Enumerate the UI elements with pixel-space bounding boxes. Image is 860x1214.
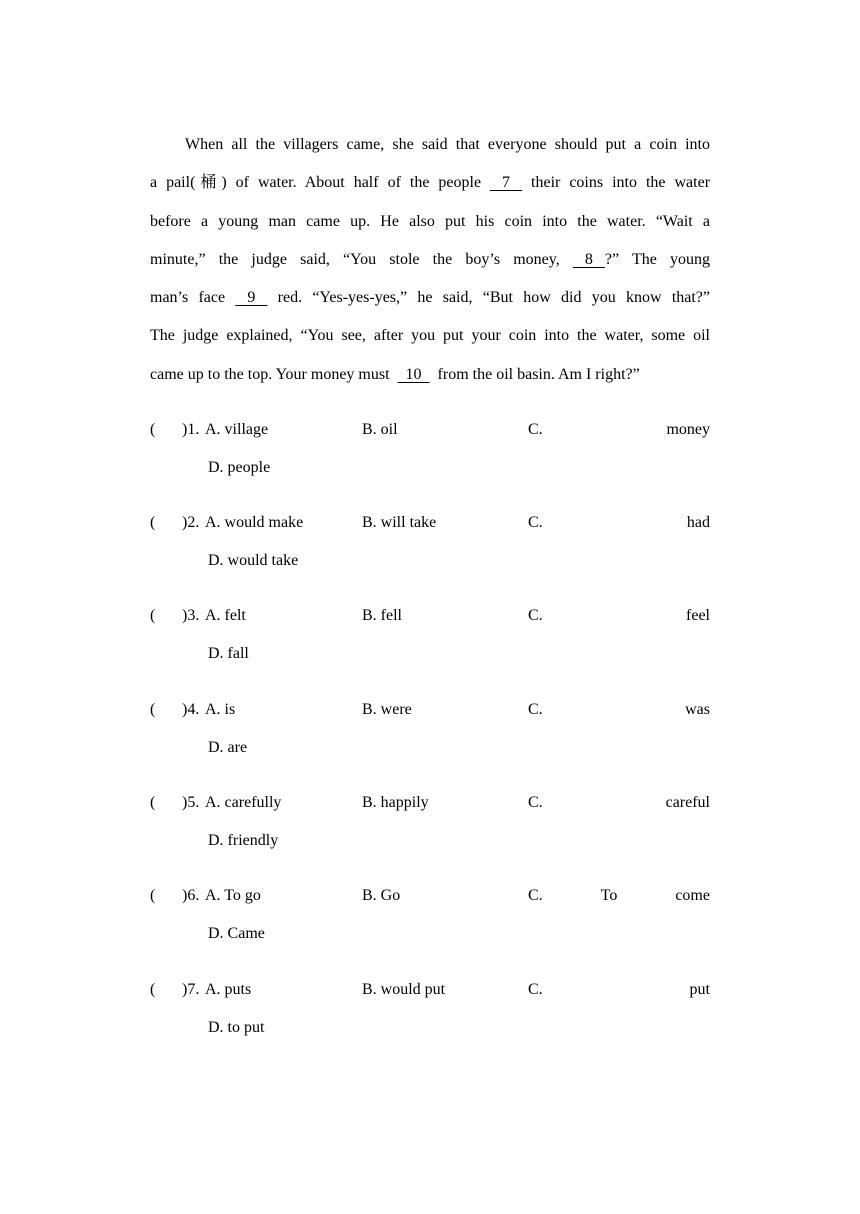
option-c-label: C. bbox=[528, 887, 543, 904]
question-row bbox=[150, 449, 710, 487]
passage-text: before a young man came up. He also put his coin into the water. “Wait a bbox=[150, 212, 710, 230]
option-c-word-2: come bbox=[675, 887, 710, 904]
option-c-text: had bbox=[686, 514, 710, 531]
option-a: A. is bbox=[205, 701, 236, 718]
answer-paren: ( bbox=[150, 421, 156, 438]
question-number: )3. bbox=[182, 607, 200, 624]
answer-paren: ( bbox=[150, 887, 156, 904]
option-a: A. To go bbox=[205, 887, 261, 904]
passage-line-3 bbox=[150, 203, 710, 241]
option-d: D. are bbox=[208, 739, 248, 756]
option-b: B. were bbox=[362, 701, 412, 718]
question-number: )7. bbox=[182, 981, 200, 998]
passage-line-5 bbox=[150, 279, 710, 317]
question-row bbox=[150, 784, 710, 822]
option-c-text: was bbox=[685, 701, 710, 718]
question-number: )4. bbox=[182, 701, 200, 718]
question-row bbox=[150, 542, 710, 580]
blank-8: 8 bbox=[572, 250, 605, 268]
passage-text: man’s face bbox=[150, 289, 226, 307]
option-c-label: C. bbox=[528, 981, 543, 998]
question-5 bbox=[150, 784, 710, 860]
passage-text: came up to the top. Your money must bbox=[150, 365, 390, 383]
question-number: )6. bbox=[182, 887, 200, 904]
option-b: B. happily bbox=[362, 794, 429, 811]
question-row bbox=[150, 597, 710, 635]
passage-line-1 bbox=[150, 126, 710, 164]
option-c-label: C. bbox=[528, 421, 543, 438]
option-c-text: feel bbox=[686, 607, 710, 624]
option-b: B. fell bbox=[362, 607, 402, 624]
question-number: )5. bbox=[182, 794, 200, 811]
passage-line-7 bbox=[150, 356, 710, 394]
question-2 bbox=[150, 504, 710, 580]
question-number: )1. bbox=[182, 421, 200, 438]
option-c bbox=[528, 877, 710, 915]
option-a: A. felt bbox=[205, 607, 246, 624]
passage-text: minute,” the judge said, “You stole the boy’s money, bbox=[150, 250, 560, 268]
answer-paren: ( bbox=[150, 514, 156, 531]
blank-7: 7 bbox=[490, 174, 523, 192]
passage-text: The judge explained, “You see, after you put your coin into the water, some oil bbox=[150, 327, 710, 345]
option-d: D. people bbox=[208, 459, 271, 476]
option-d: D. would take bbox=[208, 552, 299, 569]
answer-paren: ( bbox=[150, 794, 156, 811]
option-b: B. would put bbox=[362, 981, 446, 998]
passage-text: from the oil basin. Am I right?” bbox=[437, 365, 640, 383]
blank-10: 10 bbox=[397, 365, 430, 383]
question-row bbox=[150, 411, 710, 449]
passage-text: When all the villagers came, she said that everyone should put a coin into bbox=[185, 136, 710, 153]
question-row bbox=[150, 504, 710, 542]
question-7 bbox=[150, 971, 710, 1047]
option-a: A. carefully bbox=[205, 794, 282, 811]
question-4 bbox=[150, 691, 710, 767]
option-c-label: C. bbox=[528, 514, 543, 531]
passage-text: a pail(桶) of water. About half of the people bbox=[150, 174, 482, 192]
passage-line-4 bbox=[150, 241, 710, 279]
option-d: D. friendly bbox=[208, 832, 279, 849]
question-number: )2. bbox=[182, 514, 200, 531]
passage-text: their coins into the water bbox=[531, 174, 711, 192]
option-c-label: C. bbox=[528, 701, 543, 718]
question-1 bbox=[150, 411, 710, 487]
option-c-text: money bbox=[666, 421, 710, 438]
option-d: D. fall bbox=[208, 645, 249, 662]
option-a: A. would make bbox=[205, 514, 304, 531]
option-c-text: put bbox=[689, 981, 710, 998]
option-b: B. oil bbox=[362, 421, 398, 438]
reading-passage bbox=[150, 126, 710, 394]
question-row bbox=[150, 877, 710, 915]
question-row bbox=[150, 635, 710, 673]
question-row bbox=[150, 1009, 710, 1047]
passage-line-2 bbox=[150, 164, 710, 202]
option-b: B. Go bbox=[362, 887, 401, 904]
option-c-word-1: To bbox=[600, 887, 618, 904]
question-row bbox=[150, 915, 710, 953]
option-c-label: C. bbox=[528, 794, 543, 811]
answer-paren: ( bbox=[150, 607, 156, 624]
option-b: B. will take bbox=[362, 514, 437, 531]
option-c-text: careful bbox=[665, 794, 710, 811]
answer-paren: ( bbox=[150, 701, 156, 718]
option-d: D. Came bbox=[208, 925, 265, 942]
option-d: D. to put bbox=[208, 1019, 265, 1036]
option-a: A. village bbox=[205, 421, 269, 438]
blank-9: 9 bbox=[235, 289, 268, 307]
passage-text: ?” The young bbox=[604, 250, 711, 268]
question-row bbox=[150, 822, 710, 860]
option-c-label: C. bbox=[528, 607, 543, 624]
answer-paren: ( bbox=[150, 981, 156, 998]
question-row bbox=[150, 729, 710, 767]
option-a: A. puts bbox=[205, 981, 252, 998]
question-3 bbox=[150, 597, 710, 673]
question-row bbox=[150, 971, 710, 1009]
passage-text: red. “Yes-yes-yes,” he said, “But how did you know that?” bbox=[277, 289, 711, 307]
passage-line-6 bbox=[150, 317, 710, 355]
question-6 bbox=[150, 877, 710, 953]
question-row bbox=[150, 691, 710, 729]
